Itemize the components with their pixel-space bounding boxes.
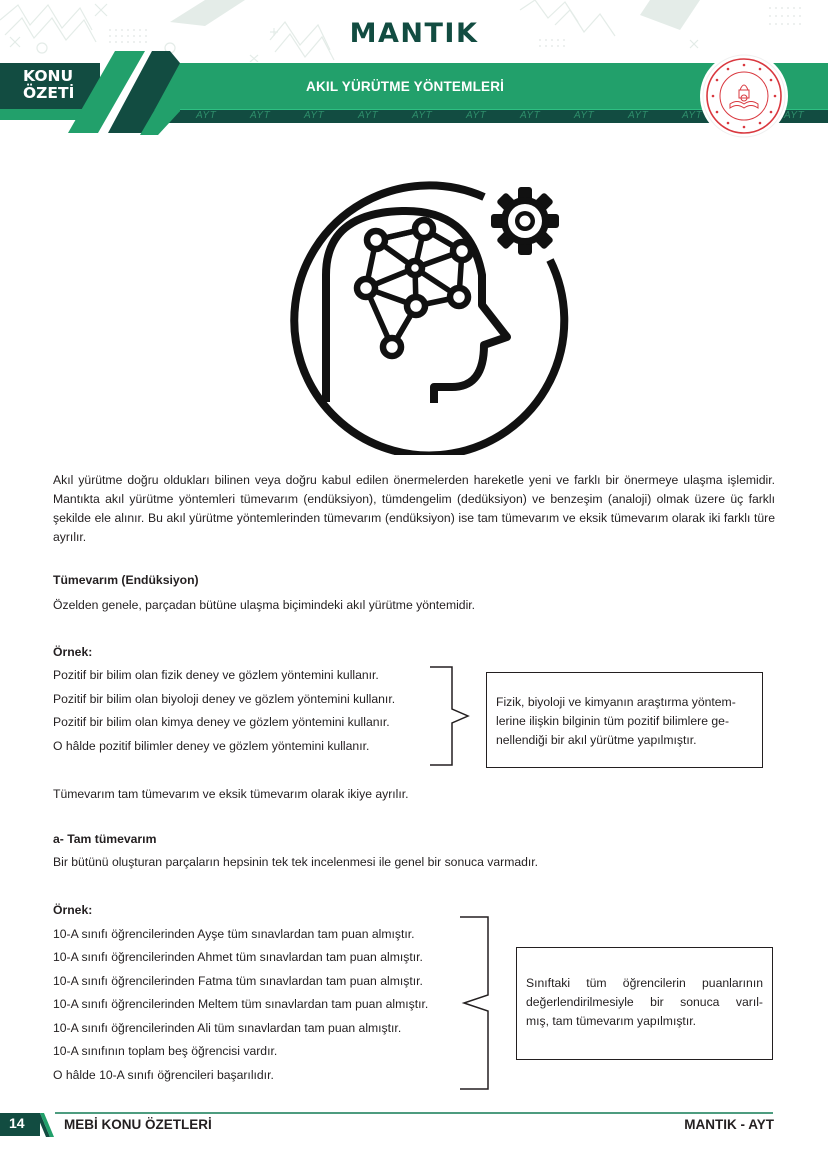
box-line: lerine ilişkin bilginin tüm pozitif bilimlere ge-: [496, 714, 730, 728]
footer-divider: [55, 1112, 773, 1114]
head-brain-network-gear-icon: [262, 175, 572, 455]
example-line: 10-A sınıfı öğrencilerinden Ayşe tüm sınavlardan tam puan almıştır.: [53, 927, 415, 941]
exam-label: AYT: [196, 110, 217, 121]
induction-definition: Özelden genele, parçadan bütüne ulaşma biçimindeki akıl yürütme yöntemidir.: [53, 598, 476, 612]
example-line: 10-A sınıfı öğrencilerinden Fatma tüm sınavlardan tam puan almıştır.: [53, 974, 423, 988]
example-line: Pozitif bir bilim olan biyoloji deney ve gözlem yöntemini kullanır.: [53, 692, 396, 706]
box-line: Sınıftaki tüm öğrencilerin puanlarının: [526, 976, 763, 990]
induction-summary: Tümevarım tam tümevarım ve eksik tümevarım olarak ikiye ayrılır.: [53, 787, 409, 801]
section-label-line1: KONU: [23, 67, 74, 85]
header-slash-decoration: [60, 45, 180, 135]
subject-title: MANTIK: [349, 18, 479, 49]
box-line: Fizik, biyoloji ve kimyanın araştırma yöntem-: [496, 695, 736, 709]
exam-label: AYT: [682, 110, 703, 121]
conclusion-box-complete-induction: [516, 947, 773, 1060]
example-line: Pozitif bir bilim olan fizik deney ve gözlem yöntemini kullanır.: [53, 668, 379, 682]
right-brace-icon: [458, 915, 504, 1091]
example-label: Örnek:: [53, 645, 93, 659]
exam-label: AYT: [784, 110, 805, 121]
complete-induction-definition: Bir bütünü oluşturan parçaların hepsinin tek tek incelenmesi ile genel bir sonuca varmadır.: [53, 855, 539, 869]
example-line: 10-A sınıfı öğrencilerinden Meltem tüm sınavlardan tam puan almıştır.: [53, 997, 429, 1011]
example-label: Örnek:: [53, 903, 93, 917]
intro-paragraph: Akıl yürütme doğru oldukları bilinen veya doğru kabul edilen önermelerden hareketle yeni ve farklı bir önermeye ulaşma işlemidir. Mantıkta akıl yürütme yöntemleri tümevarım (endüksiyon), tümdengelim (dedüksiyon) ve benzeşim (analoji) olmak üzere üç farklı şekilde ele alınır. Bu akıl yürütme yöntemlerinden tümevarım (endüksiyon) ise tam tümevarım ve eksik tümevarım olarak iki farklı türe ayrılır.: [53, 473, 775, 544]
footer-publication-title: MEBİ KONU ÖZETLERİ: [64, 1117, 212, 1132]
right-brace-icon: [428, 665, 474, 767]
example-line: O hâlde pozitif bilimler deney ve gözlem yöntemini kullanır.: [53, 739, 370, 753]
box-line: mış, tam tümevarım yapılmıştır.: [526, 1014, 696, 1028]
exam-label: AYT: [574, 110, 595, 121]
exam-label: AYT: [250, 110, 271, 121]
example-line: 10-A sınıfı öğrencilerinden Ahmet tüm sınavlardan tam puan almıştır.: [53, 950, 423, 964]
section-label: [23, 68, 74, 102]
exam-label: AYT: [520, 110, 541, 121]
box-line: nellendiği bir akıl yürütme yapılmıştır.: [496, 733, 697, 747]
exam-label: AYT: [628, 110, 649, 121]
conclusion-box-induction: [486, 672, 763, 768]
section-heading-complete-induction: a- Tam tümevarım: [53, 832, 157, 846]
exam-label: AYT: [358, 110, 379, 121]
exam-label: AYT: [304, 110, 325, 121]
footer-slash-decoration: [36, 1112, 56, 1138]
topic-title: AKIL YÜRÜTME YÖNTEMLERİ: [306, 79, 505, 94]
meb-seal-icon: [700, 52, 788, 140]
exam-label: AYT: [412, 110, 433, 121]
example-line: Pozitif bir bilim olan kimya deney ve gözlem yöntemini kullanır.: [53, 715, 390, 729]
section-label-line2: ÖZETİ: [23, 84, 75, 102]
section-heading-induction: Tümevarım (Endüksiyon): [53, 573, 199, 587]
exam-label: AYT: [466, 110, 487, 121]
box-line: değerlendirilmesiyle bir sonuca varıl-: [526, 995, 763, 1009]
page-header: [0, 0, 828, 140]
example-line: 10-A sınıfı öğrencilerinden Ali tüm sınavlardan tam puan almıştır.: [53, 1021, 402, 1035]
example-line: 10-A sınıfının toplam beş öğrencisi vardır.: [53, 1044, 278, 1058]
page-number: 14: [9, 1115, 25, 1131]
footer-subject-label: MANTIK - AYT: [684, 1117, 774, 1132]
example-line: O hâlde 10-A sınıfı öğrencileri başarılıdır.: [53, 1068, 274, 1082]
